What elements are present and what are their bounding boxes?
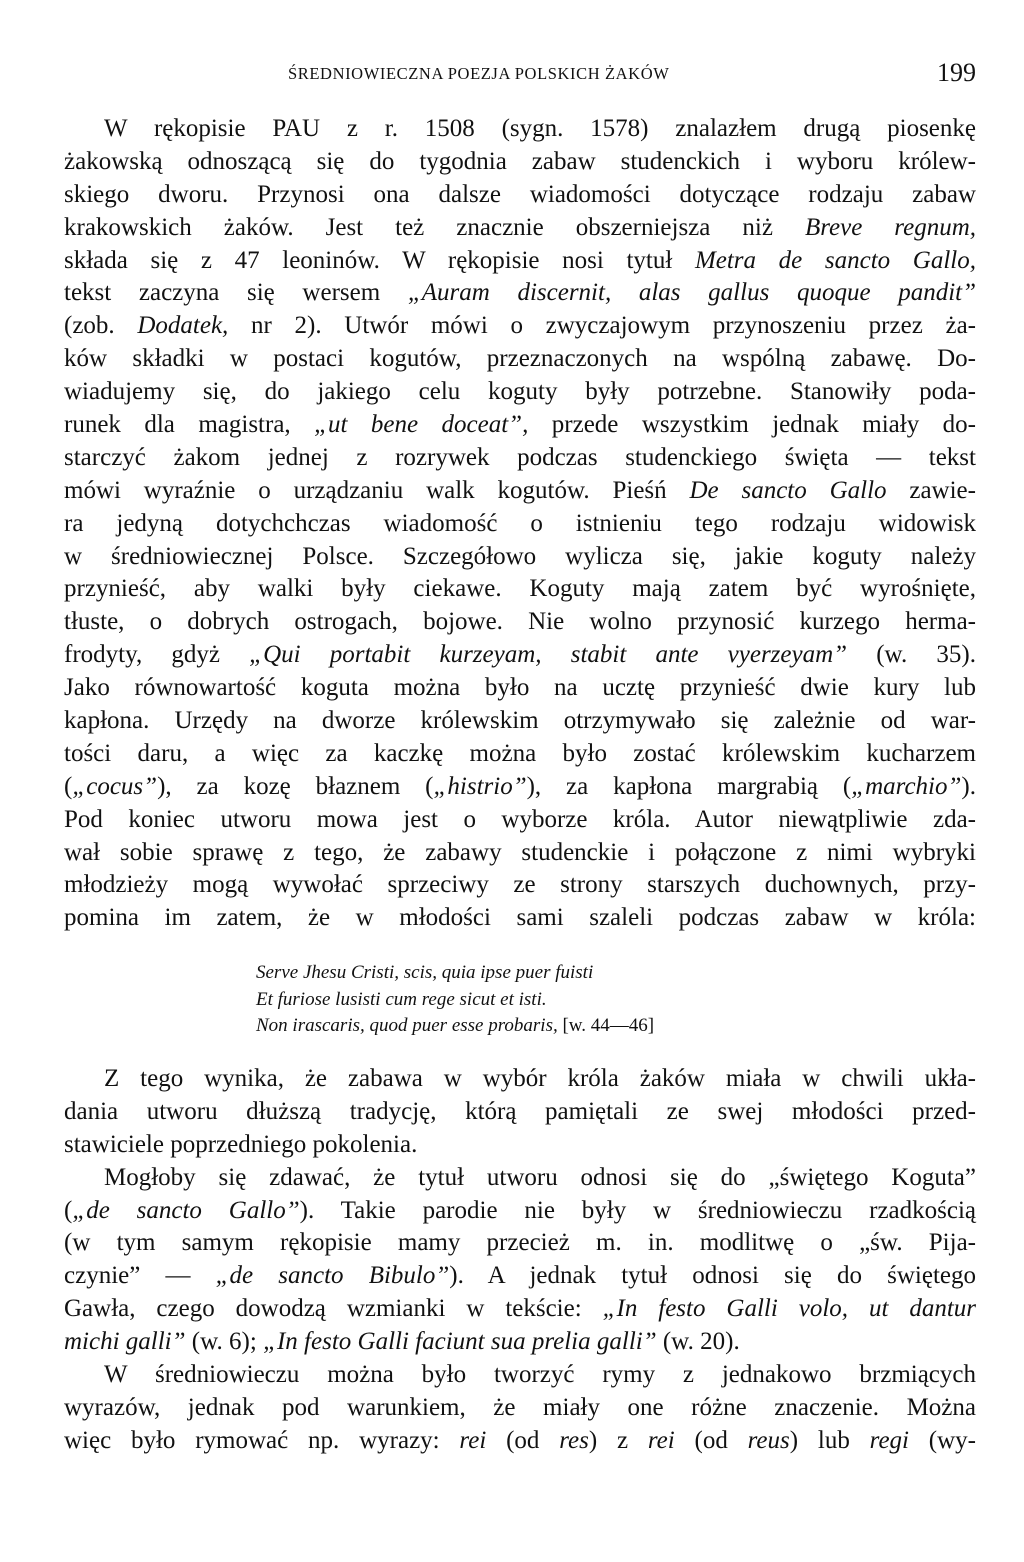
paragraph: [64, 1359, 976, 1458]
text-line: Pod koniec utworu mowa jest o wyborze króla. Autor niewątpliwie zda-: [64, 805, 976, 833]
text-line: wiadujemy się, do jakiego celu koguty były potrzebne. Stanowiły poda-: [64, 378, 976, 406]
page-number: 199: [937, 58, 976, 87]
text-line: Z tego wynika, że zabawa w wybór króla żaków miała w chwili ukła-: [104, 1065, 976, 1092]
text-line: przynieść, aby walki były ciekawe. Koguty mają zatem być wyrośnięte,: [64, 575, 976, 603]
text-line: tłuste, o dobrych ostrogach, bojowe. Nie wolno przynosić kurzego herma-: [64, 608, 976, 636]
text-line: składa się z 47 leoninów. W rękopisie nosi tytuł Metra de sancto Gallo,: [64, 246, 976, 274]
text-line: krakowskich żaków. Jest też znacznie obszerniejsza niż Breve regnum,: [64, 213, 977, 241]
text-line: w średniowiecznej Polsce. Szczegółowo wylicza się, jakie koguty należy: [64, 542, 976, 570]
body-text-lower: [64, 1063, 976, 1458]
text-line: wyrazów, jednak pod warunkiem, że miały one różne znaczenie. Można: [64, 1393, 976, 1421]
text-line: skiego dworu. Przynosi ona dalsze wiadomości dotyczące rodzaju zabaw: [64, 180, 976, 208]
text-line: starczyć żakom jednej z rozrywek podczas studenckiego święta — tekst: [64, 443, 976, 471]
running-title: ŚREDNIOWIECZNA POEZJA POLSKICH ŻAKÓW: [288, 64, 670, 83]
text-line: tekst zaczyna się wersem „Auram discernit, alas gallus quoque pandit”: [64, 279, 976, 307]
paragraph: [64, 113, 976, 935]
text-line: dania utworu dłuższą tradycję, którą pamiętali ze swej młodości przed-: [64, 1097, 976, 1125]
text-line: ra jedyną dotychchczas wiadomość o istnieniu tego rodzaju widowisk: [64, 509, 976, 537]
text-line: michi galli” (w. 6); „In festo Galli faciunt sua prelia galli” (w. 20).: [64, 1328, 740, 1356]
text-line: Jako równowartość koguta można było na ucztę przynieść dwie kury lub: [64, 674, 976, 702]
verse-quotation: [256, 960, 876, 1040]
text-line: czynie” — „de sancto Bibulo”). A jednak tytuł odnosi się do świętego: [64, 1262, 976, 1290]
text-line: Mogłoby się zdawać, że tytuł utworu odnosi się do „świętego Koguta”: [104, 1163, 976, 1191]
verse-line: Non irascaris, quod puer esse probaris, [w. 44—46]: [256, 1015, 655, 1036]
running-head: [64, 58, 976, 90]
verse-line: Serve Jhesu Cristi, scis, quia ipse puer fuisti: [256, 962, 594, 983]
text-line: („cocus”), za kozę błaznem („histrio”), za kapłona margrabią („marchio”).: [64, 772, 976, 800]
text-line: Gawła, czego dowodzą wzmianki w tekście: „In festo Galli volo, ut dantur: [64, 1295, 977, 1323]
text-line: W średniowieczu można było tworzyć rymy z jednakowo brzmiących: [104, 1361, 976, 1389]
text-line: młodzieży mogą wywołać sprzeciwy ze strony starszych duchownych, przy-: [64, 871, 976, 899]
text-line: kapłona. Urzędy na dworze królewskim otrzymywało się zależnie od war-: [64, 707, 976, 735]
text-line: ków składki w postaci kogutów, przeznaczonych na wspólną zabawę. Do-: [64, 345, 976, 373]
text-line: wał sobie sprawę z tego, że zabawy studenckie i połączone z nimi wybryki: [64, 838, 976, 866]
body-text-upper: [64, 113, 976, 935]
text-line: żakowską odnoszącą się do tygodnia zabaw studenckich i wyboru królew-: [64, 147, 976, 175]
text-line: (zob. Dodatek, nr 2). Utwór mówi o zwyczajowym przynoszeniu przez ża-: [64, 312, 977, 340]
text-line: stawiciele poprzedniego pokolenia.: [64, 1130, 418, 1158]
paragraph: [64, 1063, 976, 1162]
text-line: pomina im zatem, że w młodości sami szaleli podczas zabaw w króla:: [64, 904, 976, 932]
text-line: mówi wyraźnie o urządzaniu walk kogutów. Pieśń De sancto Gallo zawie-: [64, 476, 976, 504]
paragraph: [64, 1162, 976, 1359]
verse-line: Et furiose lusisti cum rege sicut et isti.: [256, 988, 547, 1010]
text-line: tości daru, a więc za kaczkę można było zostać królewskim kucharzem: [64, 739, 976, 767]
text-line: więc było rymować np. wyrazy: rei (od res) z rei (od reus) lub regi (wy-: [64, 1426, 976, 1454]
text-line: W rękopisie PAU z r. 1508 (sygn. 1578) znalazłem drugą piosenkę: [104, 115, 976, 142]
text-line: (w tym samym rękopisie mamy przecież m. in. modlitwę o „św. Pija-: [64, 1229, 976, 1257]
text-line: frodyty, gdyż „Qui portabit kurzeyam, stabit ante vyerzeyam” (w. 35).: [64, 641, 976, 669]
text-line: runek dla magistra, „ut bene doceat”, przede wszystkim jednak miały do-: [64, 411, 976, 439]
text-line: („de sancto Gallo”). Takie parodie nie były w średniowieczu rzadkością: [64, 1196, 977, 1224]
